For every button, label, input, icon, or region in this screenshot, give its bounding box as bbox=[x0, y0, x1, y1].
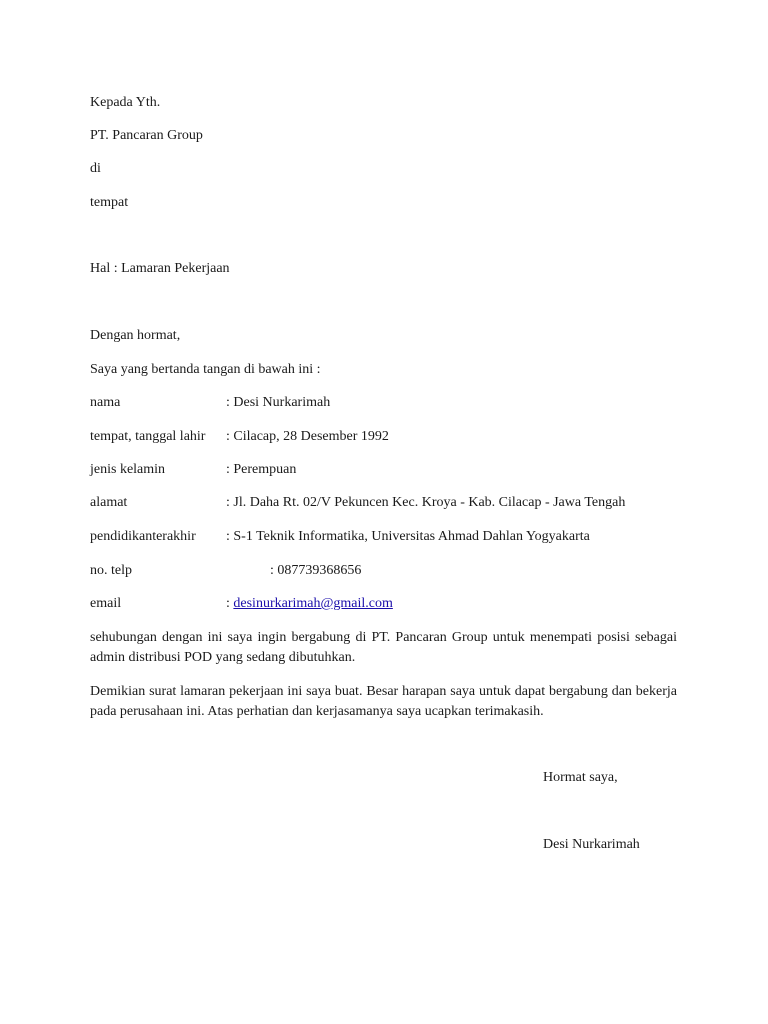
field-label-email: email bbox=[90, 596, 122, 611]
signature-name: Desi Nurkarimah bbox=[543, 837, 640, 852]
email-link[interactable]: desinurkarimah@gmail.com bbox=[233, 596, 393, 611]
field-value-email bbox=[226, 595, 393, 613]
recipient-place: tempat bbox=[90, 195, 129, 210]
field-label-nama: nama bbox=[90, 395, 121, 410]
paragraph-closing: Demikian surat lamaran pekerjaan ini saya buat. Besar harapan saya untuk dapat bergabung dan bekerja pada perusahaan ini. Atas perhatian dan kerjasamanya saya ucapkan terimakasih. bbox=[90, 684, 677, 719]
intro-line: Saya yang bertanda tangan di bawah ini : bbox=[90, 362, 321, 377]
recipient-di: di bbox=[90, 161, 101, 176]
field-label-gender: jenis kelamin bbox=[90, 462, 166, 477]
field-label-education: pendidikanterakhir bbox=[90, 529, 196, 544]
field-value-address: : Jl. Daha Rt. 02/V Pekuncen Kec. Kroya - Kab. Cilacap - Jawa Tengah bbox=[226, 495, 626, 510]
paragraph-purpose: sehubungan dengan ini saya ingin bergabung di PT. Pancaran Group untuk menempati posisi sebagai admin distribusi POD yang sedang dibutuhkan. bbox=[90, 630, 677, 665]
field-label-phone: no. telp bbox=[90, 563, 132, 578]
field-label-ttl: tempat, tanggal lahir bbox=[90, 429, 206, 444]
field-value-ttl: : Cilacap, 28 Desember 1992 bbox=[226, 429, 389, 444]
field-label-address: alamat bbox=[90, 495, 128, 510]
field-value-nama: : Desi Nurkarimah bbox=[226, 395, 331, 410]
closing-regards: Hormat saya, bbox=[543, 770, 618, 785]
recipient-company: PT. Pancaran Group bbox=[90, 128, 203, 143]
field-value-phone: : 087739368656 bbox=[270, 563, 362, 578]
subject-line: Hal : Lamaran Pekerjaan bbox=[90, 261, 230, 276]
greeting: Dengan hormat, bbox=[90, 328, 181, 343]
recipient-salutation: Kepada Yth. bbox=[90, 95, 161, 110]
field-value-education: : S-1 Teknik Informatika, Universitas Ahmad Dahlan Yogyakarta bbox=[226, 529, 590, 544]
field-value-gender: : Perempuan bbox=[226, 462, 297, 477]
email-colon: : bbox=[226, 596, 234, 611]
